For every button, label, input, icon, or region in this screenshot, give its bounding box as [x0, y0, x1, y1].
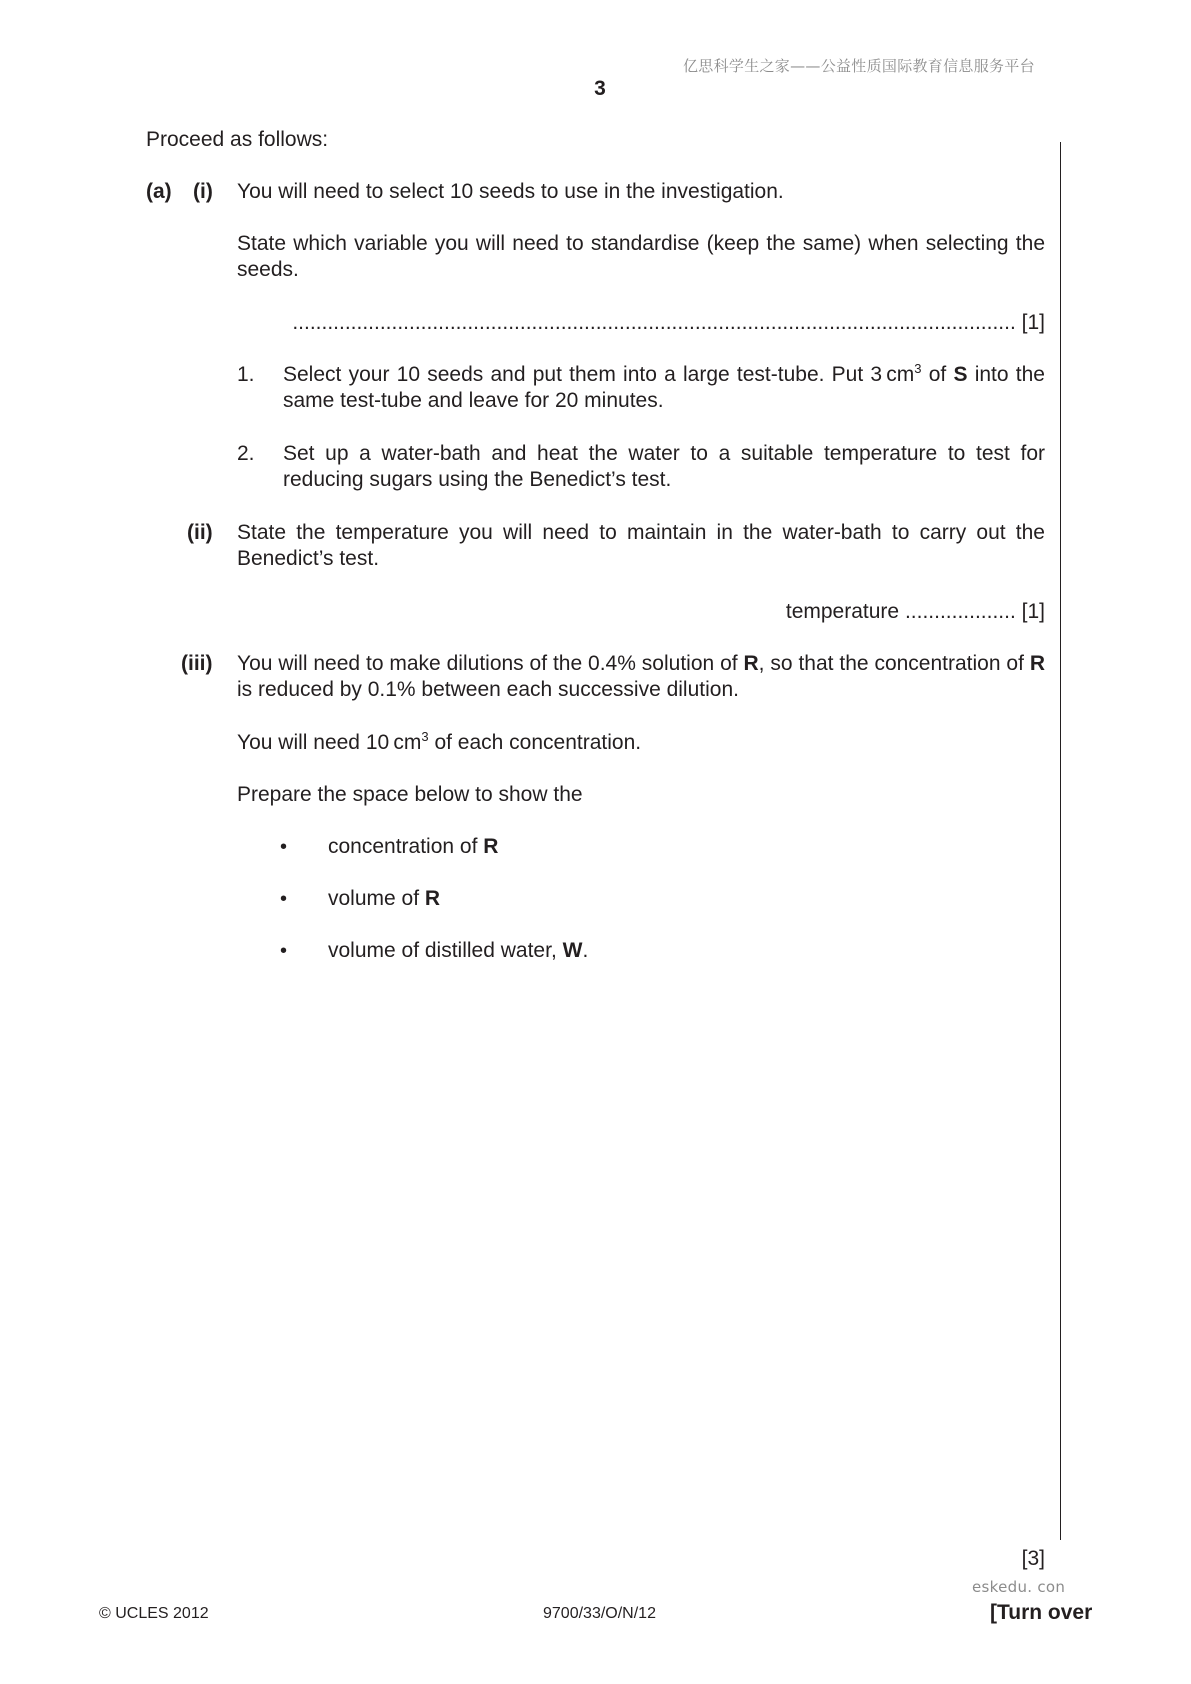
answer-space[interactable]: [237, 990, 1045, 1520]
answer-dots: ...................: [904, 600, 1016, 623]
step-1-text: Select your 10 seeds and put them into a large test-tube. Put 3 $cm^3$ of S into the same test-tube and leave for 20 minutes.: [283, 361, 1045, 412]
site-watermark: eskedu. con: [972, 1578, 1066, 1596]
part-iii-label: (iii): [181, 652, 213, 675]
bullet-item: volume of distilled water, W.: [328, 939, 589, 962]
step-number: 2.: [237, 442, 255, 465]
step-number: 1.: [237, 363, 255, 386]
answer-label: temperature: [785, 600, 900, 623]
mark-allocation: [1]: [1021, 600, 1045, 623]
part-iii-text: You will need to make dilutions of the 0.4% solution of R, so that the concentration of R is reduced by 0.1% between each successive dilution.: [237, 652, 1045, 701]
part-i-question: State which variable you will need to standardise (keep the same) when selecting the seeds.: [237, 232, 1045, 281]
part-i-text: You will need to select 10 seeds to use in the investigation.: [237, 180, 784, 203]
part-i-label: (i): [193, 180, 213, 203]
paper-code: 9700/33/O/N/12: [543, 1605, 656, 1622]
margin-line: [1060, 142, 1061, 1540]
bullet-dot: •: [280, 888, 288, 910]
answer-line-ii[interactable]: [237, 599, 1045, 625]
intro-text: Proceed as follows:: [146, 128, 329, 151]
part-ii-label: (ii): [187, 521, 213, 544]
answer-line-i[interactable]: [237, 310, 1045, 336]
mark-allocation-iii: [3]: [1021, 1547, 1045, 1570]
bullet-dot: •: [280, 836, 288, 858]
page-number: 3: [594, 77, 606, 100]
bullet-item: volume of R: [328, 887, 441, 910]
bullet-item: concentration of R: [328, 835, 499, 858]
turn-over: [Turn over: [990, 1601, 1093, 1624]
bullet-dot: •: [280, 940, 288, 962]
watermark-text: 亿思科学生之家——公益性质国际教育信息服务平台: [683, 57, 1035, 75]
part-iii-volume-text: You will need 10 $cm^3$ of each concentration.: [237, 729, 642, 754]
mark-allocation: [1]: [1021, 311, 1045, 334]
answer-dots: ............................................................................................................................: [292, 311, 1016, 334]
part-a-label: (a): [146, 180, 172, 203]
step-2-text: Set up a water-bath and heat the water to a suitable temperature to test for reducing sugars using the Benedict’s test.: [283, 442, 1045, 491]
copyright: © UCLES 2012: [99, 1605, 209, 1622]
part-iii-instruction: Prepare the space below to show the: [237, 783, 583, 806]
part-ii-question: State the temperature you will need to maintain in the water-bath to carry out the Benedict’s test.: [237, 521, 1045, 570]
